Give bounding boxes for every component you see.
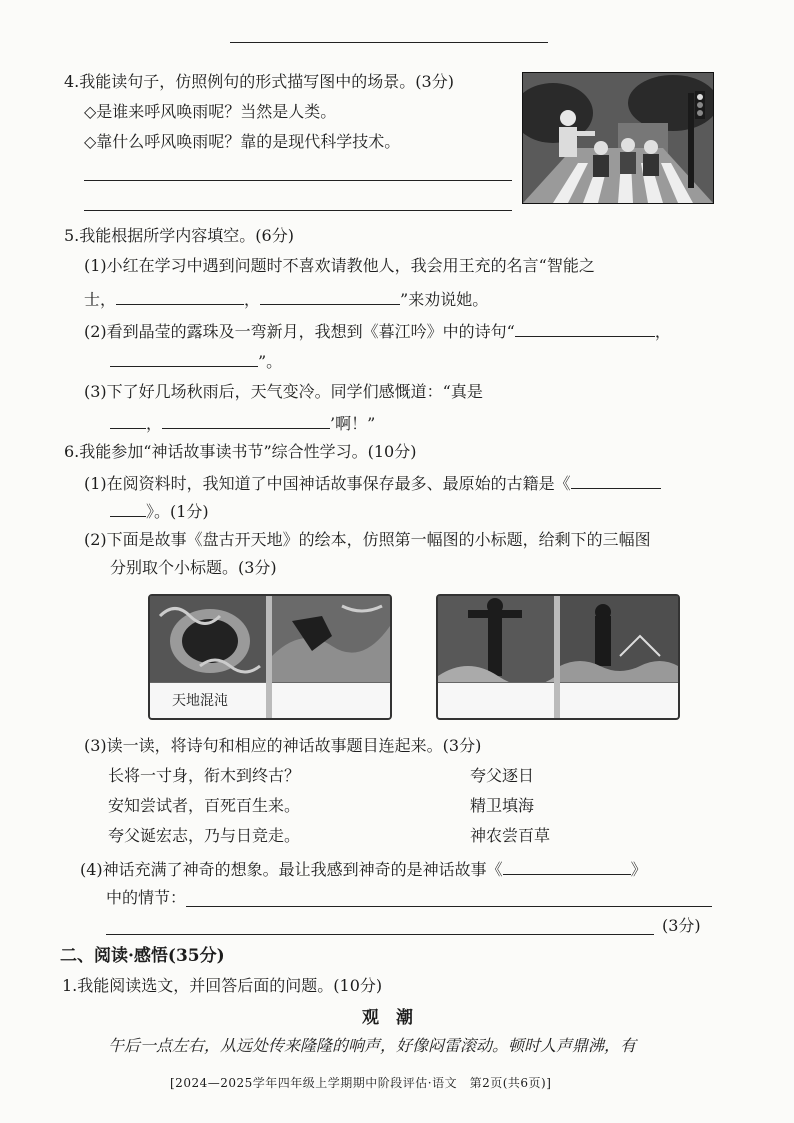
q6-part1-line1 (84, 472, 661, 494)
q5-part2-prefix: (2)看到晶莹的露珠及一弯新月，我想到《暮江吟》中的诗句“ (84, 322, 515, 341)
story-title-1[interactable]: 夸父逐日 (470, 766, 535, 785)
q6-plot-line-1[interactable] (186, 906, 712, 907)
q5-part3-suffix: ’啊！” (330, 414, 376, 433)
q5-part1-line2 (84, 288, 488, 310)
panel-caption-box (150, 682, 268, 719)
q5-part1-comma: ， (244, 290, 261, 309)
passage-title: 观 潮 (362, 1008, 413, 1028)
q4-answer-line-2[interactable] (84, 210, 512, 211)
q6-part1-suffix: 》。(1分) (146, 502, 209, 521)
q5-blank-5[interactable] (110, 412, 146, 429)
section2-q1: 1.我能阅读选文，并回答后面的问题。(10分) (62, 976, 383, 995)
q6-part2-line2: 分别取个小标题。(3分) (110, 558, 277, 577)
q4-answer-line-1[interactable] (84, 180, 512, 181)
q6-blank-story[interactable] (503, 858, 631, 875)
q5-part1-line1: (1)小红在学习中遇到问题时不喜欢请教他人，我会用王充的名言“智能之 (84, 256, 595, 275)
q6-part4-label: 中的情节： (106, 888, 187, 907)
q5-part3-line1: (3)下了好几场秋雨后，天气变冷。同学们感慨道：“真是 (84, 382, 483, 401)
story-title-3[interactable]: 神农尝百草 (470, 826, 551, 845)
q6-part4-line1 (80, 858, 647, 880)
q6-blank-book[interactable] (571, 472, 661, 489)
q6-blank-book-cont[interactable] (110, 500, 146, 517)
q5-part3-line2 (110, 412, 375, 434)
q4-example-1: ◇是谁来呼风唤雨呢？当然是人类。 (84, 102, 337, 121)
q5-part2-comma: ， (654, 322, 671, 341)
panel-blank-box-4[interactable] (560, 682, 678, 719)
q5-blank-3[interactable] (515, 320, 655, 337)
section2-heading: 二、阅读·感悟(35分) (60, 946, 225, 966)
q5-blank-2[interactable] (260, 288, 400, 305)
poem-line-3[interactable]: 夸父诞宏志，乃与日竞走。 (108, 826, 301, 845)
q6-part4-close: 》 (630, 860, 647, 879)
q5-part2-suffix: ”。 (258, 352, 283, 371)
story-title-2[interactable]: 精卫填海 (470, 796, 535, 815)
q6-part3-instruction: (3)读一读，将诗句和相应的神话故事题目连起来。(3分) (84, 736, 482, 755)
picture-book-left (148, 594, 392, 720)
panel-blank-box-2[interactable] (272, 682, 390, 719)
q6-title: 6.我能参加“神话故事读书节”综合性学习。(10分) (64, 442, 417, 461)
q6-part4-text: (4)神话充满了神奇的想象。最让我感到神奇的是神话故事《 (80, 860, 503, 879)
q6-plot-line-2[interactable] (106, 934, 654, 935)
q5-part2-line2 (110, 350, 282, 372)
page-footer: [2024—2025学年四年级上学期期中阶段评估·语文 第2页(共6页)] (170, 1076, 552, 1090)
top-rule (230, 42, 548, 43)
q5-part1-prefix: 士， (84, 290, 117, 309)
q5-part2-line1 (84, 320, 671, 342)
q5-part3-comma: ， (146, 414, 163, 433)
poem-line-1[interactable]: 长将一寸身，衔木到终古？ (108, 766, 301, 785)
q5-blank-6[interactable] (162, 412, 330, 429)
panel-caption-1: 天地混沌 (172, 693, 228, 709)
crosswalk-illustration (522, 72, 714, 204)
poem-line-2[interactable]: 安知尝试者，百死百生来。 (108, 796, 301, 815)
q6-part2-line1: (2)下面是故事《盘古开天地》的绘本，仿照第一幅图的小标题，给剩下的三幅图 (84, 530, 651, 549)
q6-part4-score: (3分) (662, 916, 701, 935)
q6-part1-text: (1)在阅资料时，我知道了中国神话故事保存最多、最原始的古籍是《 (84, 474, 571, 493)
picture-book-right (436, 594, 680, 720)
q5-part1-suffix: ”来劝说她。 (400, 290, 489, 309)
q4-example-2: ◇靠什么呼风唤雨呢？靠的是现代科学技术。 (84, 132, 401, 151)
q5-title: 5.我能根据所学内容填空。(6分) (64, 226, 294, 245)
q4-title: 4.我能读句子，仿照例句的形式描写图中的场景。(3分) (64, 72, 454, 91)
q6-part1-line2 (110, 500, 209, 522)
passage-first-line: 午后一点左右，从远处传来隆隆的响声，好像闷雷滚动。顿时人声鼎沸，有 (108, 1036, 637, 1055)
q5-blank-1[interactable] (116, 288, 244, 305)
q5-blank-4[interactable] (110, 350, 258, 367)
panel-blank-box-3[interactable] (438, 682, 556, 719)
